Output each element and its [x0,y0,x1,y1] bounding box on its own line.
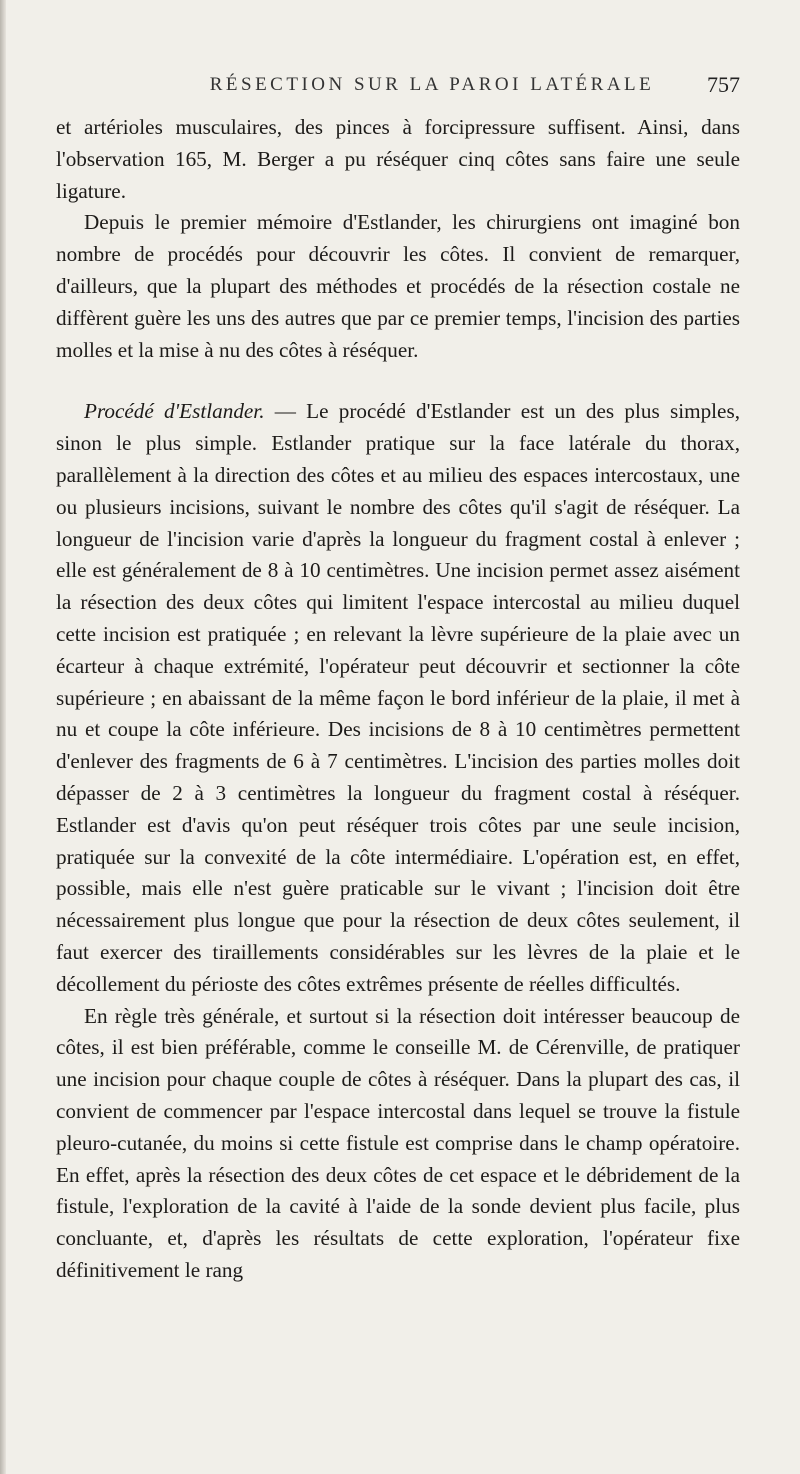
running-header: RÉSECTION SUR LA PAROI LATÉRALE [209,74,655,95]
section-title-estlander: Procédé d'Estlander. [84,399,265,424]
paragraph-4: En règle très générale, et surtout si la résection doit intéresser beaucoup de côtes, il est bien préférable, comme le conseille M. de Cérenville, de pratiquer une incision pour chaque couple de côtes à réséquer. Dans la plupart des cas, il convient de commencer par l'espace intercostal dans lequel se trouve la fistule pleuro-cutanée, du moins si cette fistule est comprise dans le champ opératoire. En effet, après la résection des deux côtes de cet espace et le débridement de la fistule, l'exploration de la cavité à l'aide de la sonde devient plus facile, plus concluante, et, d'après les résultats de cette exploration, l'opérateur fixe définitivement le rang [56,1003,740,1282]
page-number: 757 [707,72,740,97]
paragraph-3 [56,396,740,1000]
body-text [56,112,740,1287]
paragraph-2: Depuis le premier mémoire d'Estlander, les chirurgiens ont imaginé bon nombre de procédés pour découvrir les côtes. Il convient de remarquer, d'ailleurs, que la plupart des méthodes et procédés de la résection costale ne diffèrent guère les uns des autres que par ce premier temps, l'incision des parties molles et la mise à nu des côtes à réséquer. [56,210,740,362]
paragraph-1: et artérioles musculaires, des pinces à forcipressure suffisent. Ainsi, dans l'observation 165, M. Berger a pu réséquer cinq côtes sans faire une seule ligature. [56,115,740,203]
paragraph-spacer [56,366,740,396]
paragraph-3-text: — Le procédé d'Estlander est un des plus simples, sinon le plus simple. Estlander pratique sur la face latérale du thorax, parallèlement à la direction des côtes et au milieu des espaces intercostaux, une ou plusieurs incisions, suivant le nombre des côtes qu'il s'agit de réséquer. La longueur de l'incision varie d'après la longueur du fragment costal à enlever ; elle est généralement de 8 à 10 centimètres. Une incision permet assez aisément la résection des deux côtes qui limitent l'espace intercostal au milieu duquel cette incision est pratiquée ; en relevant la lèvre supérieure de la plaie avec un écarteur à chaque extrémité, l'opérateur peut découvrir et sectionner la côte supérieure ; en abaissant de la même façon le bord inférieur de la plaie, il met à nu et coupe la côte inférieure. Des incisions de 8 à 10 centimètres permettent d'enlever des fragments de 6 à 7 centimètres. L'incision des parties molles doit dépasser de 2 à 3 centimètres la longueur du fragment costal à réséquer. Estlander est d'avis qu'on peut réséquer trois côtes par une seule incision, pratiquée sur la convexité de la côte intermédiaire. L'opération est, en effet, possible, mais elle n'est guère praticable sur le vivant ; l'incision doit être nécessairement plus longue que pour la résection de deux côtes seulement, il faut exercer des tiraillements considérables sur les lèvres de la plaie et le décollement du périoste des côtes extrêmes présente de réelles difficultés. [56,399,740,996]
